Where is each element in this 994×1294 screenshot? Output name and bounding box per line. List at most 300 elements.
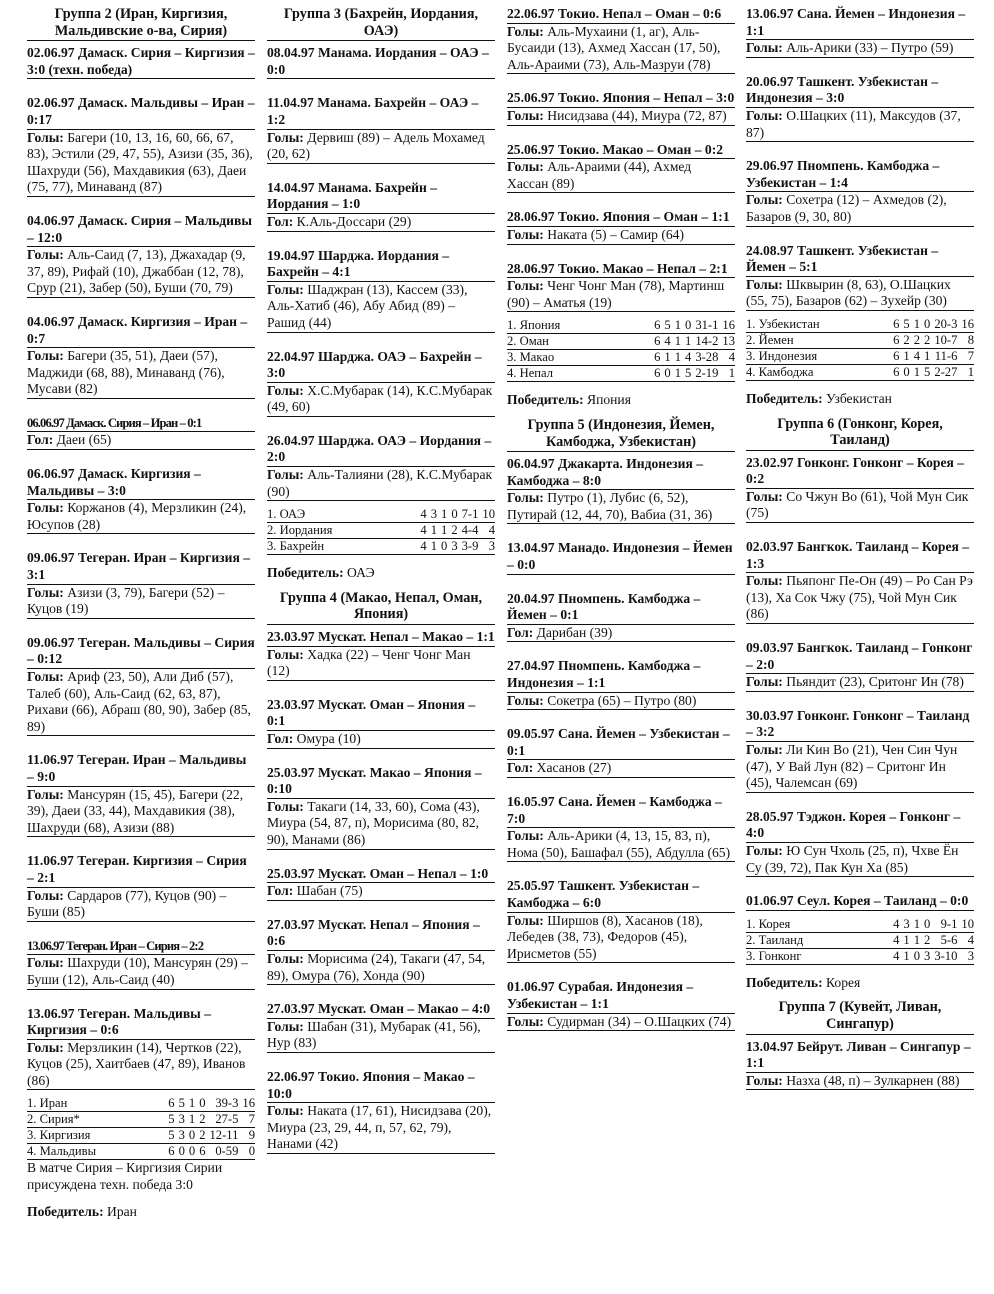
standings-row — [27, 1096, 255, 1112]
match-header: 24.08.97 Ташкент. Узбекистан – Йемен – 5:1 — [746, 243, 974, 277]
stat-cell: 2 — [195, 1128, 205, 1144]
goals-line — [746, 108, 974, 142]
match-header: 27.03.97 Мускат. Непал – Япония – 0:6 — [267, 917, 495, 951]
team-cell: 3. Бахрейн — [267, 539, 416, 555]
stat-cell: 6 — [889, 348, 899, 364]
match-report — [267, 917, 495, 985]
stat-cell: 3 — [175, 1128, 185, 1144]
match-report — [507, 261, 735, 313]
goals-line — [267, 383, 495, 417]
match-header: 06.06.97 Дамаск. Сирия – Иран – 0:1 — [27, 415, 255, 433]
match-header: 06.06.97 Дамаск. Киргизия – Мальдивы – 3:0 — [27, 466, 255, 500]
match-header: 27.04.97 Пномпень. Камбоджа – Индонезия – 1:1 — [507, 658, 735, 692]
match-report — [27, 466, 255, 534]
goals-text: Хадка (22) – Ченг Чонг Ман (12) — [267, 646, 471, 679]
goals-text: Пьяндит (23), Сритонг Ин (78) — [786, 674, 964, 690]
winner-label: Победитель: — [746, 974, 823, 990]
goals-line — [507, 278, 735, 312]
match-spacer — [27, 922, 255, 938]
match-spacer — [746, 58, 974, 74]
goals-line — [27, 585, 255, 619]
match-report — [507, 456, 735, 524]
goals-text: Со Чжун Во (61), Чой Мун Сик (75) — [746, 488, 969, 521]
goals-text: Мерзликин (14), Чертков (22), Куцов (25), Хаитбаев (47, 89), Иванов (86) — [27, 1039, 246, 1088]
stat-cell: 5 — [660, 318, 670, 334]
stat-cell: 11-6 — [930, 348, 957, 364]
match-spacer — [267, 749, 495, 765]
stat-cell: 14-2 — [691, 334, 718, 350]
stat-cell: 10 — [478, 507, 495, 523]
stat-cell: 1 — [957, 364, 974, 380]
match-report — [27, 1006, 255, 1091]
stat-cell: 2-27 — [930, 364, 957, 380]
goals-line — [507, 828, 735, 862]
match-header: 25.03.97 Мускат. Оман – Непал – 1:0 — [267, 866, 495, 884]
match-header: 22.06.97 Токио. Япония – Макао – 10:0 — [267, 1069, 495, 1103]
match-report — [507, 90, 735, 125]
team-cell: 3. Киргизия — [27, 1128, 164, 1144]
stat-cell: 3-10 — [930, 948, 957, 964]
goals-line — [27, 500, 255, 534]
goals-text: К.Аль-Доссари (29) — [296, 213, 412, 229]
group-heading: Группа 5 (Индонезия, Йемен, Камбоджа, Узбекистан) — [507, 417, 735, 452]
match-header: 09.06.97 Тегеран. Мальдивы – Сирия – 0:12 — [27, 635, 255, 669]
stat-cell: 1 — [910, 317, 920, 333]
goals-label: Гол: — [267, 731, 294, 746]
goals-line — [27, 669, 255, 736]
match-report — [27, 213, 255, 298]
stat-cell: 5 — [920, 364, 930, 380]
winner-label: Победитель: — [27, 1203, 104, 1219]
match-spacer — [746, 624, 974, 640]
stat-cell: 1 — [437, 523, 447, 539]
stat-cell: 1 — [899, 348, 909, 364]
match-header: 29.06.97 Пномпень. Камбоджа – Узбекистан – 1:4 — [746, 158, 974, 192]
match-report — [746, 455, 974, 523]
match-header: 01.06.97 Сеул. Корея – Таиланд – 0:0 — [746, 893, 974, 911]
winner-name: Узбекистан — [826, 390, 892, 406]
goals-line — [507, 24, 735, 75]
goals-text: Ченг Чонг Ман (78), Мартинш (90) – Аматья (19) — [507, 278, 725, 310]
match-header: 19.04.97 Шарджа. Иордания – Бахрейн – 4:1 — [267, 248, 495, 282]
goals-line — [746, 573, 974, 624]
goals-label: Голы: — [27, 669, 64, 684]
match-header: 04.06.97 Дамаск. Киргизия – Иран – 0:7 — [27, 314, 255, 348]
goals-label: Гол: — [507, 760, 534, 776]
match-spacer — [267, 417, 495, 433]
goals-label: Голы: — [27, 348, 64, 364]
team-cell: 1. Узбекистан — [746, 317, 889, 333]
goals-text: Азизи (3, 79), Багери (52) – Куцов (19) — [27, 584, 225, 617]
stat-cell: 1 — [671, 366, 681, 382]
match-report — [27, 853, 255, 921]
match-header: 28.06.97 Токио. Япония – Оман – 1:1 — [507, 209, 735, 227]
match-header: 26.04.97 Шарджа. ОАЭ – Иордания – 2:0 — [267, 433, 495, 467]
stat-cell: 4 — [889, 917, 899, 933]
match-header: 23.03.97 Мускат. Оман – Япония – 0:1 — [267, 697, 495, 731]
goals-label: Голы: — [27, 786, 64, 802]
match-header: 09.03.97 Бангкок. Таиланд – Гонконг – 2:0 — [746, 640, 974, 674]
goals-line — [507, 913, 735, 964]
match-report — [267, 95, 495, 163]
goals-text: Нисидзава (44), Миура (72, 87) — [547, 107, 727, 123]
match-spacer — [267, 850, 495, 866]
match-header: 13.06.97 Тегеран. Мальдивы – Киргизия – 0:6 — [27, 1006, 255, 1040]
stat-cell: 0 — [175, 1144, 185, 1160]
match-report — [507, 142, 735, 194]
goals-label: Голы: — [746, 674, 783, 690]
match-header: 25.06.97 Токио. Макао – Оман – 0:2 — [507, 142, 735, 160]
stat-cell: 5 — [164, 1128, 174, 1144]
stat-cell: 16 — [718, 318, 735, 334]
match-header: 27.03.97 Мускат. Оман – Макао – 4:0 — [267, 1001, 495, 1019]
goals-line — [267, 467, 495, 501]
match-spacer — [507, 575, 735, 591]
goals-label: Голы: — [267, 467, 304, 483]
team-cell: 3. Индонезия — [746, 348, 889, 364]
stat-cell: 2 — [195, 1112, 205, 1128]
goals-text: Багери (35, 51), Даеи (57), Маджиди (68, 88), Минаванд (76), Мусави (82) — [27, 348, 225, 397]
stat-cell: 6 — [650, 318, 660, 334]
stat-cell: 6 — [889, 317, 899, 333]
stat-cell: 2 — [899, 332, 909, 348]
goals-text: Назха (48, п) – Зулкарнен (88) — [786, 1072, 960, 1088]
match-header: 22.04.97 Шарджа. ОАЭ – Бахрейн – 3:0 — [267, 349, 495, 383]
match-spacer — [267, 985, 495, 1001]
stat-cell: 1 — [185, 1112, 195, 1128]
match-spacer — [507, 524, 735, 540]
goals-text: Аль-Араими (44), Ахмед Хассан (89) — [507, 159, 692, 191]
goals-label: Гол: — [267, 213, 294, 229]
match-header: 11.06.97 Тегеран. Иран – Мальдивы – 9:0 — [27, 752, 255, 786]
goals-label: Голы: — [267, 646, 304, 662]
match-report — [267, 349, 495, 417]
match-header: 09.05.97 Сана. Йемен – Узбекистан – 0:1 — [507, 726, 735, 760]
goals-label: Голы: — [507, 828, 544, 844]
standings-table — [746, 917, 974, 965]
match-header: 25.06.97 Токио. Япония – Непал – 3:0 — [507, 90, 735, 108]
standings-note: В матче Сирия – Киргизия Сирии присуждена техн. победа 3:0 — [27, 1160, 223, 1193]
goals-label: Голы: — [507, 692, 544, 708]
stat-cell: 0 — [920, 917, 930, 933]
goals-label: Голы: — [27, 247, 64, 263]
group-heading: Группа 2 (Иран, Киргизия, Мальдивские о-ва, Сирия) — [27, 6, 255, 41]
goals-line — [507, 625, 735, 643]
goals-text: Багери (10, 13, 16, 60, 66, 67, 83), Эстили (29, 47, 55), Азизи (35, 36), Шахруди (56), Махдавикия (63), Даеи (75, 77), Минаванд (87) — [27, 129, 253, 195]
match-report — [267, 1069, 495, 1154]
stat-cell: 6 — [650, 366, 660, 382]
match-report — [27, 635, 255, 737]
stat-cell: 3 — [920, 948, 930, 964]
stat-cell: 2-19 — [691, 366, 718, 382]
match-header: 25.05.97 Ташкент. Узбекистан – Камбоджа – 6:0 — [507, 878, 735, 912]
stat-cell: 27-5 — [205, 1112, 238, 1128]
stat-cell: 1 — [437, 507, 447, 523]
match-spacer — [27, 534, 255, 550]
winner-label: Победитель: — [267, 565, 344, 581]
match-spacer — [507, 193, 735, 209]
stat-cell: 5-6 — [930, 932, 957, 948]
winner-label: Победитель: — [746, 390, 823, 406]
stat-cell: 2 — [447, 523, 457, 539]
goals-text: Аль-Арики (33) – Путро (59) — [786, 40, 954, 56]
match-header: 01.06.97 Сурабая. Индонезия – Узбекистан – 1:1 — [507, 979, 735, 1013]
goals-text: Шквырин (8, 63), О.Шацких (55, 75), Базаров (62) – Зухейр (30) — [746, 276, 951, 309]
goals-line — [27, 787, 255, 838]
stat-cell: 6 — [164, 1096, 174, 1112]
match-header: 25.03.97 Мускат. Макао – Япония – 0:10 — [267, 765, 495, 799]
stat-cell: 0 — [195, 1096, 205, 1112]
stat-cell: 4-4 — [458, 523, 479, 539]
match-report — [746, 539, 974, 624]
goals-line — [746, 742, 974, 793]
goals-text: Шабан (75) — [296, 883, 363, 899]
match-report — [507, 658, 735, 710]
goals-label: Голы: — [267, 798, 304, 814]
match-report — [507, 540, 735, 574]
standings-row — [746, 317, 974, 333]
match-header: 13.06.97 Сана. Йемен – Индонезия – 1:1 — [746, 6, 974, 40]
goals-line — [27, 247, 255, 298]
match-spacer — [746, 692, 974, 708]
goals-label: Голы: — [507, 159, 544, 175]
goals-label: Голы: — [746, 107, 783, 123]
match-report — [27, 550, 255, 618]
match-spacer — [27, 399, 255, 415]
goals-line — [267, 647, 495, 681]
match-report — [267, 180, 495, 232]
stat-cell: 9-1 — [930, 917, 957, 933]
stat-cell: 0 — [899, 364, 909, 380]
stat-cell: 1 — [671, 350, 681, 366]
goals-line — [267, 799, 495, 850]
stat-cell: 5 — [899, 317, 909, 333]
match-spacer — [746, 793, 974, 809]
goals-line — [507, 108, 735, 126]
team-cell: 4. Мальдивы — [27, 1144, 164, 1160]
stat-cell: 1 — [671, 318, 681, 334]
column-2 — [267, 6, 495, 1154]
match-header: 14.04.97 Манама. Бахрейн – Иордания – 1:0 — [267, 180, 495, 214]
goals-label: Гол: — [267, 883, 294, 899]
stat-cell: 1 — [899, 948, 909, 964]
standings-row — [507, 318, 735, 334]
group-winner — [27, 1204, 255, 1221]
goals-label: Голы: — [27, 887, 64, 903]
stat-cell: 3 — [478, 539, 495, 555]
goals-text: Аль-Талияни (28), К.С.Мубарак (90) — [267, 467, 493, 499]
match-header: 16.05.97 Сана. Йемен – Камбоджа – 7:0 — [507, 794, 735, 828]
match-report — [507, 878, 735, 963]
goals-text: Шаджран (13), Кассем (33), Аль-Хатиб (46), Абу Абид (89) – Рашид (44) — [267, 281, 468, 330]
match-spacer — [507, 74, 735, 90]
match-report — [746, 74, 974, 142]
goals-line — [746, 192, 974, 226]
goals-line — [507, 760, 735, 778]
match-header: 11.04.97 Манама. Бахрейн – ОАЭ – 1:2 — [267, 95, 495, 129]
standings-row — [267, 539, 495, 555]
stat-cell: 4 — [889, 948, 899, 964]
team-cell: 1. Иран — [27, 1096, 164, 1112]
match-header: 02.06.97 Дамаск. Мальдивы – Иран – 0:17 — [27, 95, 255, 129]
goals-label: Гол: — [507, 624, 534, 640]
match-report — [507, 6, 735, 74]
stat-cell: 6 — [889, 364, 899, 380]
goals-label: Голы: — [507, 490, 544, 506]
match-report — [746, 243, 974, 311]
goals-line — [27, 955, 255, 989]
stat-cell: 4 — [478, 523, 495, 539]
match-header: 23.03.97 Мускат. Непал – Макао – 1:1 — [267, 629, 495, 647]
match-report — [507, 979, 735, 1031]
stat-cell: 6 — [164, 1144, 174, 1160]
match-header: 13.04.97 Манадо. Индонезия – Йемен – 0:0 — [507, 540, 735, 574]
goals-line — [746, 674, 974, 692]
stat-cell: 0 — [920, 317, 930, 333]
goals-text: Пьяпонг Пе-Он (49) – Ро Сан Рэ (13), Ха Сок Чжу (75), Чой Мун Сик (86) — [746, 573, 973, 622]
winner-label: Победитель: — [507, 392, 584, 408]
stat-cell: 6 — [195, 1144, 205, 1160]
goals-line — [507, 227, 735, 245]
standings-table — [27, 1096, 255, 1160]
match-report — [746, 6, 974, 58]
goals-text: Ли Кин Во (21), Чен Син Чун (47), У Вай Лун (82) – Сритонг Ин (45), Чалемсан (69) — [746, 742, 958, 791]
goals-label: Голы: — [267, 950, 304, 966]
winner-name: Корея — [826, 974, 861, 990]
goals-line — [267, 130, 495, 164]
stat-cell: 2 — [920, 332, 930, 348]
match-spacer — [507, 710, 735, 726]
match-spacer — [507, 963, 735, 979]
group-heading: Группа 6 (Гонконг, Корея, Таиланд) — [746, 416, 974, 451]
match-report — [27, 45, 255, 79]
standings-row — [507, 334, 735, 350]
match-spacer — [27, 298, 255, 314]
match-spacer — [267, 79, 495, 95]
goals-text: Наката (5) – Самир (64) — [547, 226, 684, 242]
stat-cell: 0 — [660, 366, 670, 382]
goals-line — [746, 843, 974, 877]
goals-text: Сохетра (12) – Ахмедов (2), Базаров (9, 30, 80) — [746, 192, 947, 224]
stat-cell: 10 — [957, 917, 974, 933]
goals-text: Хасанов (27) — [536, 760, 612, 776]
stat-cell: 20-3 — [930, 317, 957, 333]
column-3 — [507, 6, 735, 1031]
group-winner — [507, 392, 735, 409]
team-cell: 2. Йемен — [746, 332, 889, 348]
team-cell: 4. Непал — [507, 366, 650, 382]
group-heading: Группа 7 (Кувейт, Ливан, Сингапур) — [746, 999, 974, 1034]
stat-cell: 3 — [427, 507, 437, 523]
match-spacer — [27, 837, 255, 853]
team-cell: 4. Камбоджа — [746, 364, 889, 380]
match-report — [507, 726, 735, 778]
goals-label: Голы: — [746, 192, 783, 208]
match-report — [27, 938, 255, 990]
team-cell: 1. ОАЭ — [267, 507, 416, 523]
match-report — [27, 415, 255, 450]
goals-line — [27, 888, 255, 922]
goals-line — [267, 1103, 495, 1154]
goals-label: Голы: — [746, 488, 783, 504]
match-report — [507, 209, 735, 244]
goals-line — [27, 1040, 255, 1091]
goals-label: Голы: — [27, 500, 64, 516]
match-report — [27, 752, 255, 837]
match-report — [267, 45, 495, 79]
goals-label: Голы: — [507, 107, 544, 123]
standings-row — [27, 1112, 255, 1128]
stat-cell: 5 — [175, 1096, 185, 1112]
stat-cell: 0 — [910, 948, 920, 964]
group-heading: Группа 3 (Бахрейн, Иордания, ОАЭ) — [267, 6, 495, 41]
stat-cell: 0 — [185, 1144, 195, 1160]
goals-text: Коржанов (4), Мерзликин (24), Юсупов (28) — [27, 500, 247, 532]
standings-table — [746, 317, 974, 381]
match-header: 02.06.97 Дамаск. Сирия – Киргизия – 3:0 (техн. победа) — [27, 45, 255, 79]
goals-line — [267, 731, 495, 749]
stat-cell: 4 — [416, 507, 426, 523]
match-report — [267, 248, 495, 333]
standings-row — [27, 1128, 255, 1144]
match-spacer — [746, 142, 974, 158]
stat-cell: 16 — [238, 1096, 255, 1112]
goals-text: Даеи (65) — [56, 432, 112, 448]
match-header: 13.04.97 Бейрут. Ливан – Сингапур – 1:1 — [746, 1039, 974, 1073]
stat-cell: 7-1 — [458, 507, 479, 523]
stat-cell: 4 — [681, 350, 691, 366]
stat-cell: 4 — [416, 523, 426, 539]
goals-label: Голы: — [27, 129, 64, 145]
match-spacer — [507, 778, 735, 794]
match-spacer — [507, 245, 735, 261]
stat-cell: 16 — [957, 317, 974, 333]
match-spacer — [27, 736, 255, 752]
match-spacer — [27, 619, 255, 635]
goals-line — [507, 1014, 735, 1032]
goals-label: Гол: — [27, 432, 54, 448]
match-spacer — [746, 227, 974, 243]
group-winner — [267, 565, 495, 582]
match-header: 11.06.97 Тегеран. Киргизия – Сирия – 2:1 — [27, 853, 255, 887]
standings-row — [746, 348, 974, 364]
goals-label: Голы: — [27, 955, 64, 971]
goals-line — [507, 490, 735, 524]
match-spacer — [267, 681, 495, 697]
stat-cell: 5 — [681, 366, 691, 382]
goals-label: Голы: — [746, 1072, 783, 1088]
column-4 — [746, 6, 974, 1090]
stat-cell: 6 — [650, 350, 660, 366]
stat-cell: 3-28 — [691, 350, 718, 366]
stat-cell: 7 — [957, 348, 974, 364]
stat-cell: 13 — [718, 334, 735, 350]
team-cell: 2. Иордания — [267, 523, 416, 539]
stat-cell: 4 — [889, 932, 899, 948]
match-header: 09.06.97 Тегеран. Иран – Киргизия – 3:1 — [27, 550, 255, 584]
goals-line — [27, 348, 255, 399]
stat-cell: 4 — [957, 932, 974, 948]
match-report — [507, 591, 735, 643]
stat-cell: 7 — [238, 1112, 255, 1128]
stat-cell: 2 — [920, 932, 930, 948]
goals-text: Аль-Саид (7, 13), Джахадар (9, 37, 89), Рифай (10), Джаббан (12, 78), Срур (21), Забер (50), Буши (70, 79) — [27, 247, 246, 296]
match-report — [27, 314, 255, 399]
goals-label: Голы: — [267, 1018, 304, 1034]
stat-cell: 12-11 — [205, 1128, 238, 1144]
goals-line — [507, 693, 735, 711]
goals-label: Голы: — [746, 742, 783, 757]
